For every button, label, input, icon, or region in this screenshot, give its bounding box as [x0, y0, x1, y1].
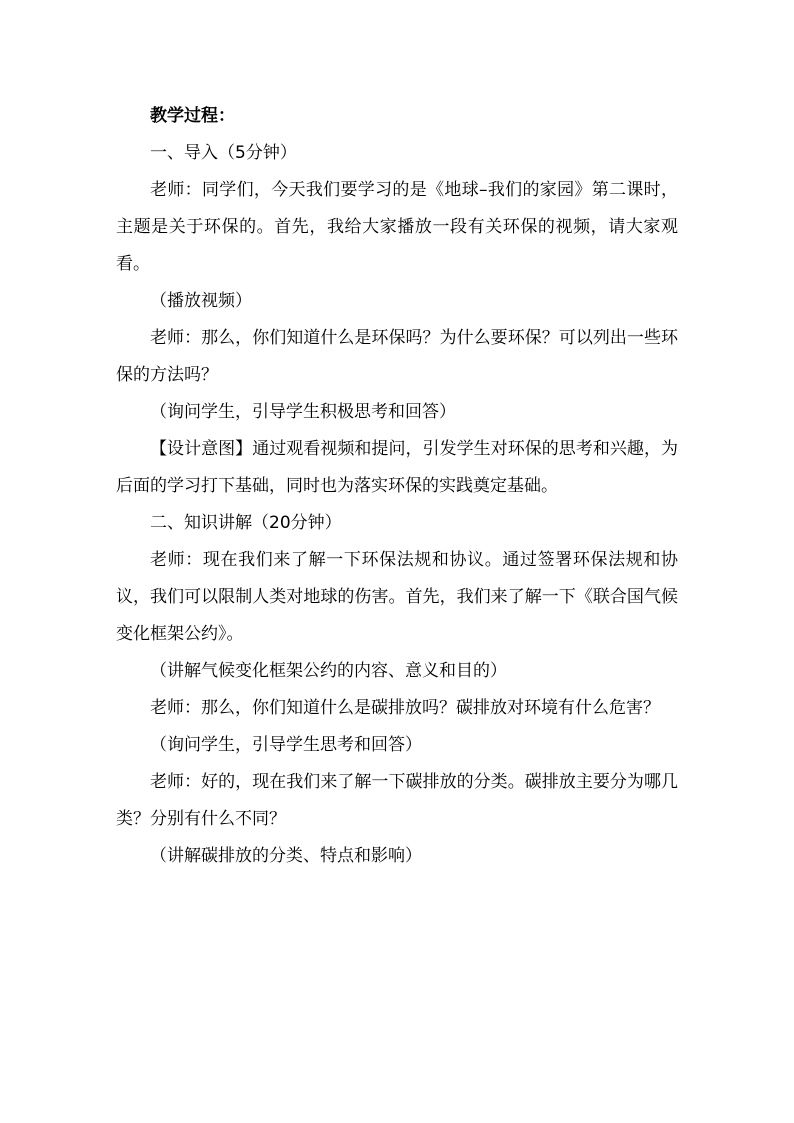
paragraph: （询问学生，引导学生积极思考和回答） [150, 402, 456, 422]
paragraph: 老师：好的，现在我们来了解一下碳排放的分类。碳排放主要分为哪几类？分别有什么不同？ [116, 772, 678, 829]
paragraph: 一、导入（5分钟） [150, 143, 297, 163]
paragraph: 【设计意图】通过观看视频和提问，引发学生对环保的思考和兴趣，为后面的学习打下基础，同时也为落实环保的实践奠定基础。 [116, 439, 678, 496]
paragraph: 老师：现在我们来了解一下环保法规和协议。通过签署环保法规和协议，我们可以限制人类对地球的伤害。首先，我们来了解一下《联合国气候变化框架公约》。 [116, 550, 678, 644]
paragraph: （讲解气候变化框架公约的内容、意义和目的） [150, 661, 507, 681]
paragraph: （播放视频） [150, 291, 252, 311]
paragraph: （询问学生，引导学生思考和回答） [150, 735, 422, 755]
paragraph: 老师：那么，你们知道什么是环保吗？为什么要环保？可以列出一些环保的方法吗？ [116, 328, 678, 385]
document-body [116, 98, 678, 875]
section-heading: 教学过程： [150, 106, 235, 126]
paragraph: 老师：同学们，今天我们要学习的是《地球–我们的家园》第二课时，主题是关于环保的。首先，我给大家播放一段有关环保的视频，请大家观看。 [116, 180, 678, 274]
paragraph: 二、知识讲解（20分钟） [150, 513, 342, 533]
paragraph: （讲解碳排放的分类、特点和影响） [150, 846, 422, 866]
paragraph: 老师：那么，你们知道什么是碳排放吗？碳排放对环境有什么危害？ [150, 698, 660, 718]
